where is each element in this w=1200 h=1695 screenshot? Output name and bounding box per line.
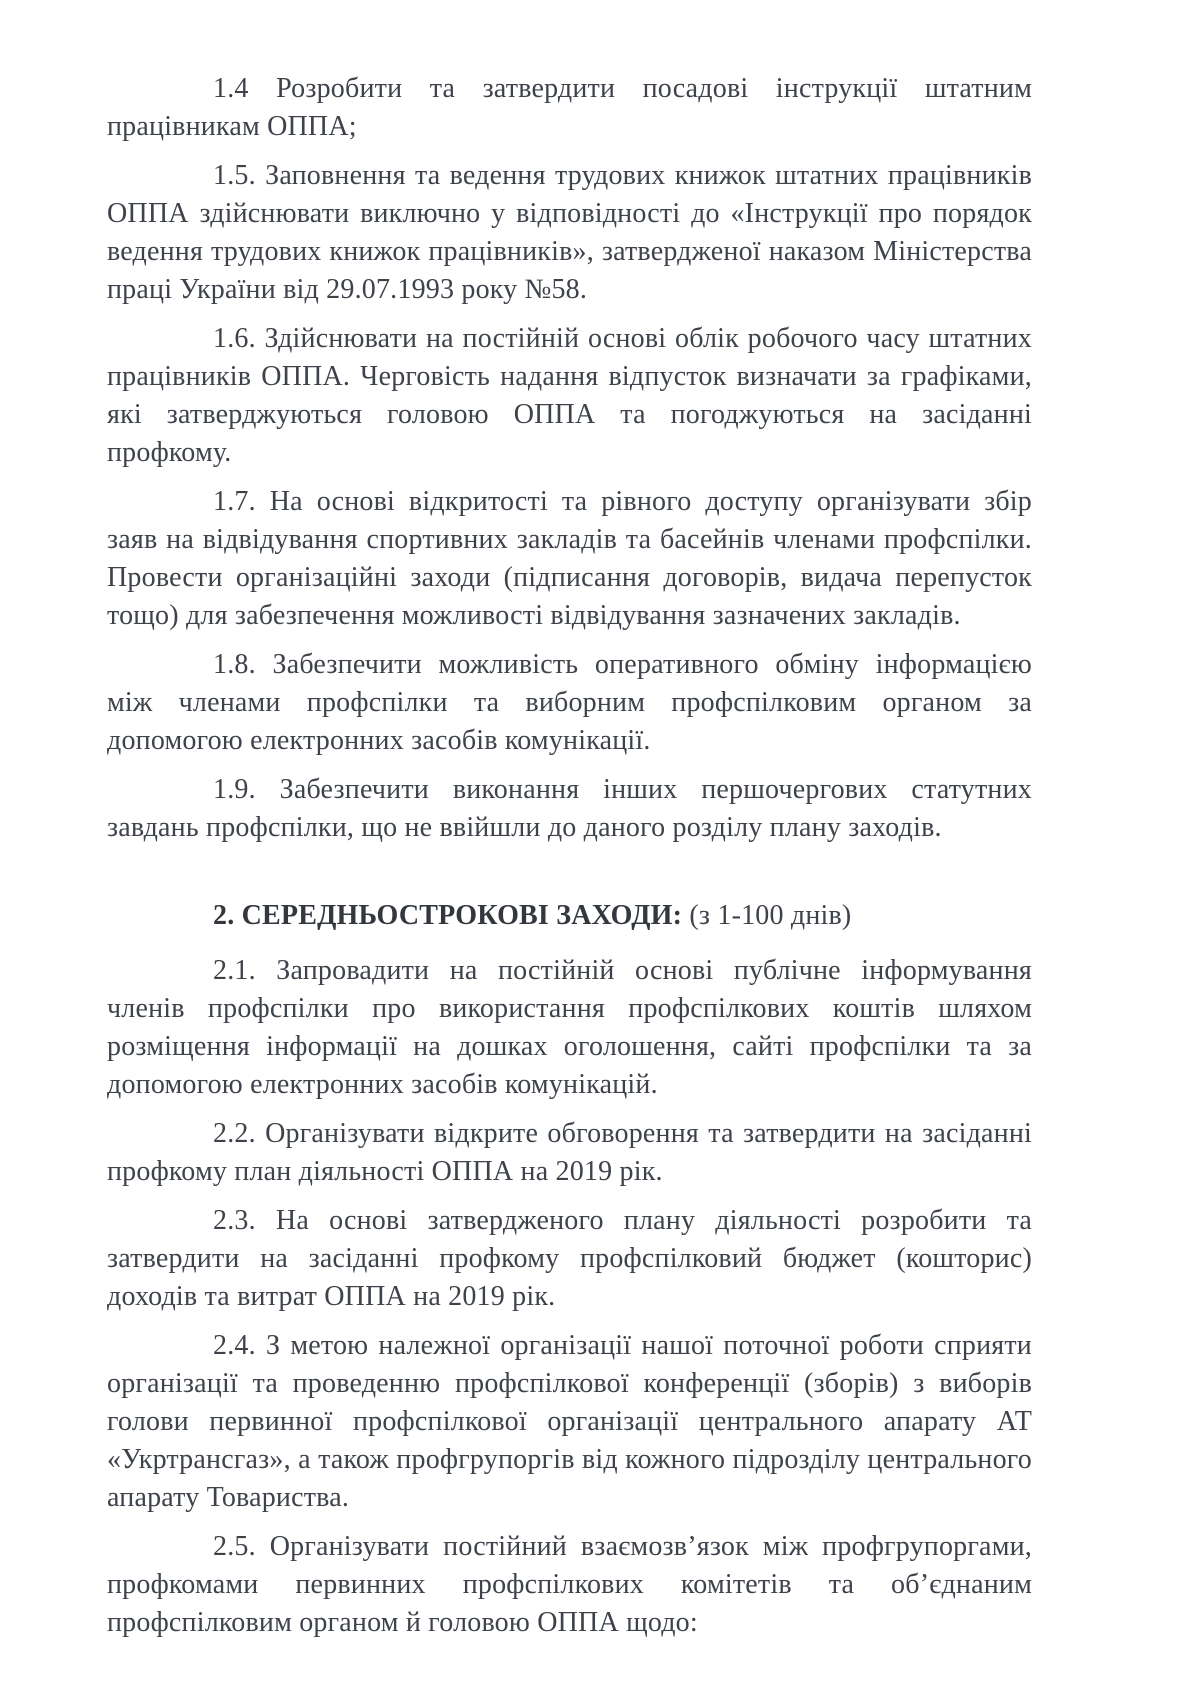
- paragraph-2-4: 2.4. З метою належної організації нашої поточної роботи сприяти організації та проведенню профспілкової конференції (зборів) з виборів голови первинної профспілкової організації центрального апарату АТ «Укртрансгаз», а також профгрупоргів від кожного підрозділу центрального апарату Товариства.: [107, 1330, 1032, 1513]
- section-2-heading-title: 2. СЕРЕДНЬОСТРОКОВІ ЗАХОДИ:: [213, 900, 683, 931]
- paragraph-1-6: 1.6. Здійснювати на постійній основі облік робочого часу штатних працівників ОППА. Черговість надання відпусток визначати за графіками, які затверджуються головою ОППА та погоджуються на засіданні профкому.: [107, 323, 1032, 468]
- paragraph-1-4: 1.4 Розробити та затвердити посадові інструкції штатним працівникам ОППА;: [107, 73, 1032, 142]
- paragraph-1-9: 1.9. Забезпечити виконання інших першочергових статутних завдань профспілки, що не ввійшли до даного розділу плану заходів.: [107, 774, 1032, 843]
- section-2-heading-duration: (з 1-100 днів): [682, 900, 852, 931]
- paragraph-2-1: 2.1. Запровадити на постійній основі публічне інформування членів профспілки про використання профспілкових коштів шляхом розміщення інформації на дошках оголошення, сайті профспілки та за допомогою електронних засобів комунікацій.: [107, 955, 1032, 1100]
- paragraph-1-8: 1.8. Забезпечити можливість оперативного обміну інформацією між членами профспілки та виборним профспілковим органом за допомогою електронних засобів комунікації.: [107, 649, 1032, 756]
- document-body: [107, 70, 1032, 1642]
- paragraph-2-2: 2.2. Організувати відкрите обговорення та затвердити на засіданні профкому план діяльності ОППА на 2019 рік.: [107, 1118, 1032, 1187]
- paragraph-2-3: 2.3. На основі затвердженого плану діяльності розробити та затвердити на засіданні профкому профспілковий бюджет (кошторис) доходів та витрат ОППА на 2019 рік.: [107, 1205, 1032, 1312]
- paragraph-1-5: 1.5. Заповнення та ведення трудових книжок штатних працівників ОППА здійснювати виключно у відповідності до «Інструкції про порядок ведення трудових книжок працівників», затвердженої наказом Міністерства праці України від 29.07.1993 року №58.: [107, 160, 1032, 305]
- paragraph-1-7: 1.7. На основі відкритості та рівного доступу організувати збір заяв на відвідування спортивних закладів та басейнів членами профспілки. Провести організаційні заходи (підписання договорів, видача перепусток тощо) для забезпечення можливості відвідування зазначених закладів.: [107, 486, 1032, 631]
- paragraph-2-5: 2.5. Організувати постійний взаємозв’язок між профгрупоргами, профкомами первинних профспілкових комітетів та об’єднаним профспілковим органом й головою ОППА щодо:: [107, 1531, 1032, 1638]
- section-2-heading: [107, 897, 1032, 935]
